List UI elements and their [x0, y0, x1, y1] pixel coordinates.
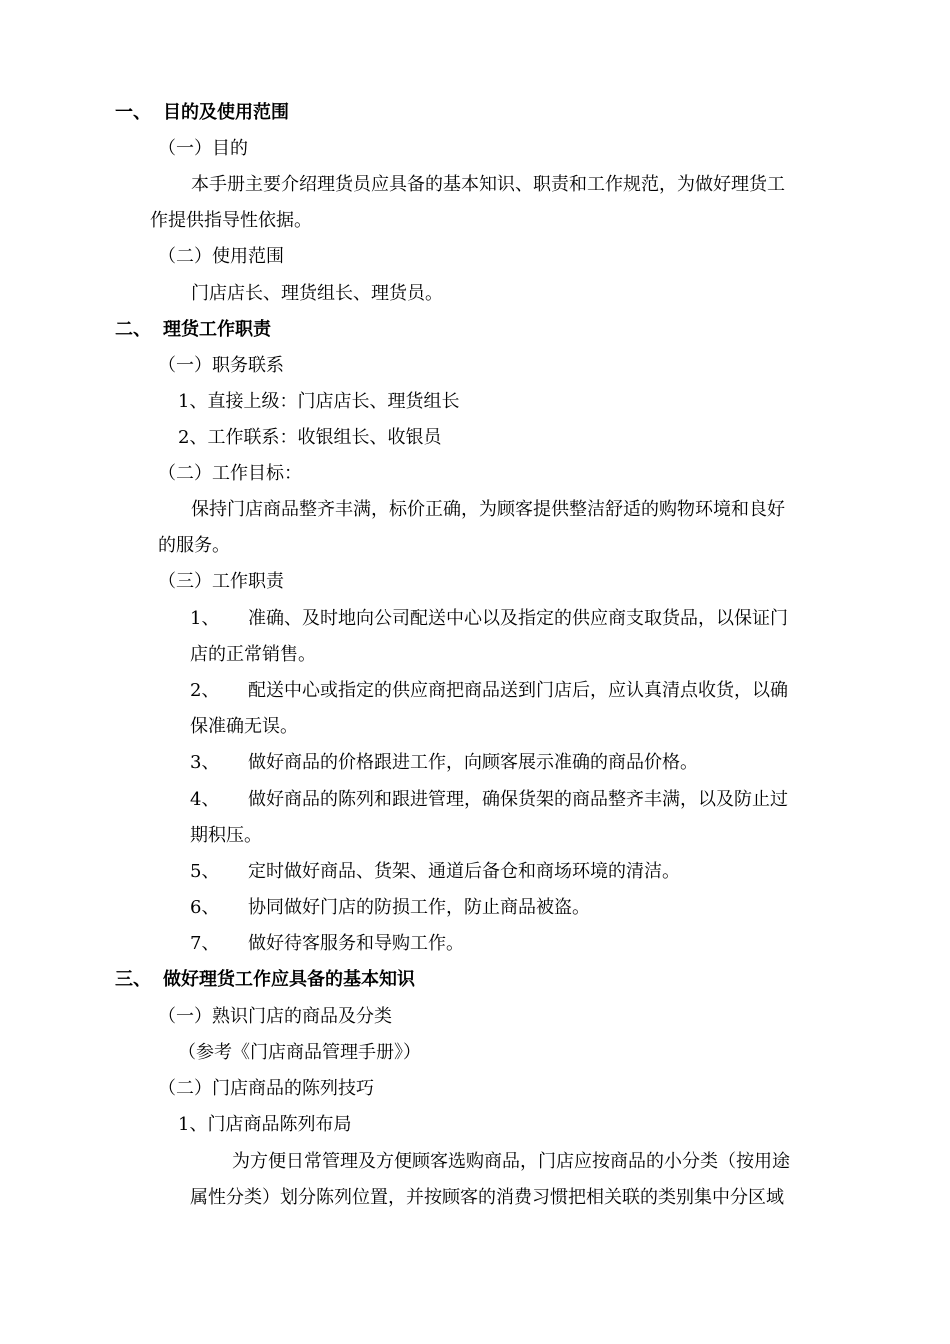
section-1-heading	[115, 101, 289, 125]
section-3-title: 做好理货工作应具备的基本知识	[163, 969, 415, 990]
section-2-sub-1-label: （一）职务联系	[158, 355, 284, 376]
section-1-title: 目的及使用范围	[163, 102, 289, 123]
duty-item-1-number: 1、	[190, 608, 220, 629]
duty-item-5-text-line-1: 定时做好商品、货架、通道后备仓和商场环境的清洁。	[248, 861, 680, 882]
duty-item-4	[190, 788, 788, 812]
section-1-sub-1-paragraph-line-2: 作提供指导性依据。	[150, 210, 312, 231]
section-2-sub-3-label: （三）工作职责	[158, 571, 284, 592]
section-1-sub-1-paragraph-line-1: 本手册主要介绍理货员应具备的基本知识、职责和工作规范，为做好理货工	[191, 174, 785, 195]
section-3-sub-2-paragraph-line-2: 属性分类）划分陈列位置，并按顾客的消费习惯把相关联的类别集中分区域	[190, 1187, 784, 1208]
section-2-sub-2-label: （二）工作目标：	[158, 463, 302, 484]
duty-item-4-text-line-1: 做好商品的陈列和跟进管理，确保货架的商品整齐丰满，以及防止过	[248, 789, 788, 810]
section-3-sub-1-label: （一）熟识门店的商品及分类	[158, 1006, 392, 1027]
duty-item-2-text-line-1: 配送中心或指定的供应商把商品送到门店后，应认真清点收货，以确	[248, 680, 788, 701]
duty-item-7-number: 7、	[190, 933, 220, 954]
section-1-sub-2-label: （二）使用范围	[158, 246, 284, 267]
section-3-heading	[115, 968, 415, 992]
section-3-sub-1-reference: （参考《门店商品管理手册》）	[178, 1042, 421, 1063]
section-1-sub-1-label: （一）目的	[158, 138, 248, 159]
section-3-sub-2-paragraph-line-1: 为方便日常管理及方便顾客选购商品，门店应按商品的小分类（按用途	[232, 1151, 790, 1172]
duty-item-2	[190, 679, 788, 703]
section-3-sub-2-label: （二）门店商品的陈列技巧	[158, 1078, 374, 1099]
duty-item-1-text-line-1: 准确、及时地向公司配送中心以及指定的供应商支取货品，以保证门	[248, 608, 788, 629]
duty-item-7	[190, 932, 464, 956]
section-2-heading	[115, 318, 271, 342]
section-2-sub-1-item-1: 1、直接上级：门店店长、理货组长	[178, 391, 460, 412]
duty-item-3-text-line-1: 做好商品的价格跟进工作，向顾客展示准确的商品价格。	[248, 752, 698, 773]
duty-item-3-number: 3、	[190, 752, 220, 773]
duty-item-6-text-line-1: 协同做好门店的防损工作，防止商品被盗。	[248, 897, 590, 918]
duty-item-4-text-line-2: 期积压。	[190, 825, 262, 846]
duty-item-6	[190, 896, 590, 920]
duty-item-2-number: 2、	[190, 680, 220, 701]
duty-item-6-number: 6、	[190, 897, 220, 918]
section-2-sub-2-paragraph-line-2: 的服务。	[158, 535, 230, 556]
duty-item-2-text-line-2: 保准确无误。	[190, 716, 298, 737]
section-2-number: 二、	[115, 319, 151, 340]
section-1-number: 一、	[115, 102, 151, 123]
duty-item-1-text-line-2: 店的正常销售。	[190, 644, 316, 665]
section-2-sub-1-item-2: 2、工作联系：收银组长、收银员	[178, 427, 442, 448]
section-3-number: 三、	[115, 969, 151, 990]
section-1-sub-2-paragraph: 门店店长、理货组长、理货员。	[191, 283, 443, 304]
section-2-title: 理货工作职责	[163, 319, 271, 340]
section-2-sub-2-paragraph-line-1: 保持门店商品整齐丰满，标价正确，为顾客提供整洁舒适的购物环境和良好	[191, 499, 785, 520]
duty-item-5-number: 5、	[190, 861, 220, 882]
section-3-sub-2-item-1: 1、门店商品陈列布局	[178, 1114, 352, 1135]
duty-item-7-text-line-1: 做好待客服务和导购工作。	[248, 933, 464, 954]
duty-item-3	[190, 751, 698, 775]
duty-item-1	[190, 607, 788, 631]
duty-item-5	[190, 860, 680, 884]
duty-item-4-number: 4、	[190, 789, 220, 810]
